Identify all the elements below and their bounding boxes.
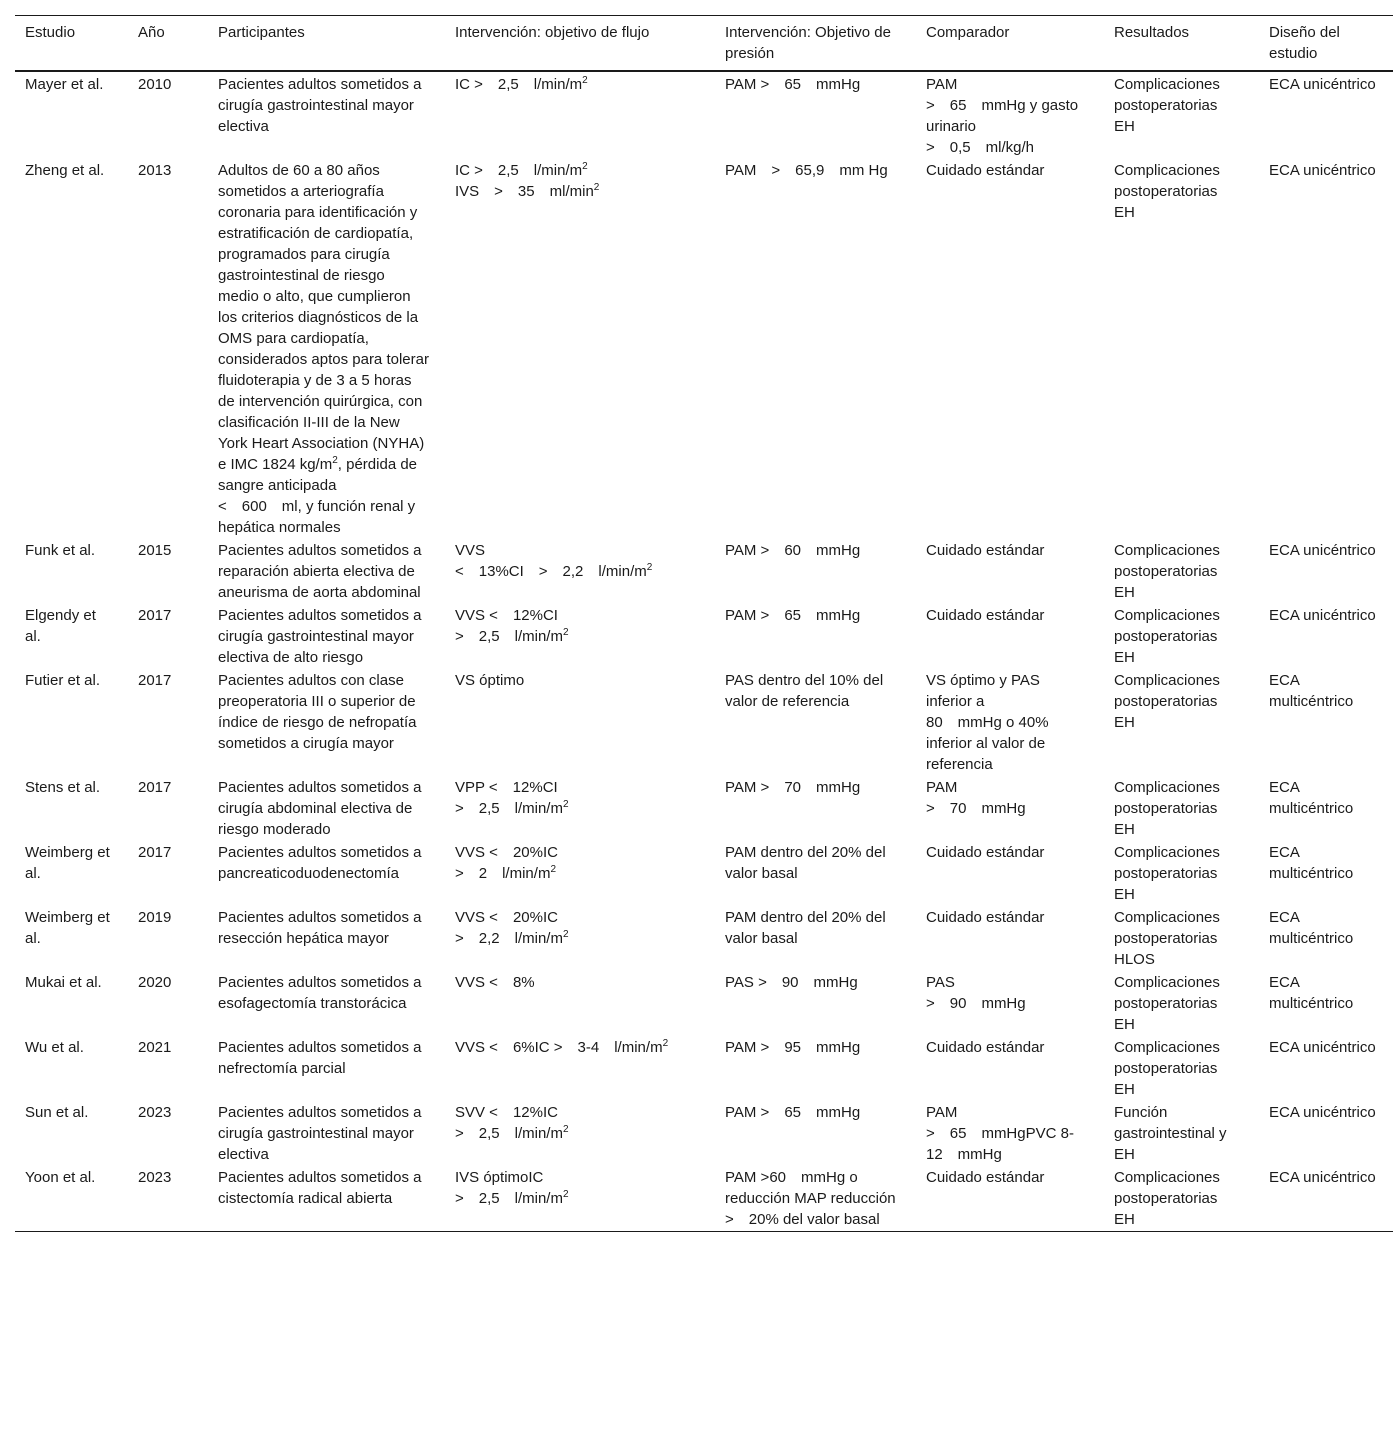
table-body bbox=[15, 71, 1393, 1232]
cell-objetivo-flujo: VVS < 8% bbox=[455, 974, 535, 991]
table-row bbox=[15, 776, 1393, 841]
header-row bbox=[15, 16, 1393, 72]
header-comparador: Comparador bbox=[926, 24, 1010, 41]
cell-estudio: Sun et al. bbox=[25, 1104, 89, 1121]
cell-estudio: Weimberg et al. bbox=[25, 844, 110, 882]
cell-objetivo-flujo: SVV < 12%IC > 2,5 $l/\min/m^2$ bbox=[455, 1104, 569, 1142]
cell-comparador: Cuidado estándar bbox=[926, 1169, 1045, 1186]
cell-comparador: Cuidado estándar bbox=[926, 607, 1045, 624]
cell-anio: 2017 bbox=[138, 672, 172, 689]
cell-objetivo-flujo: VVS < 13%CI > 2,2 $l/\min/m^2$ bbox=[455, 542, 653, 580]
table-row bbox=[15, 841, 1393, 906]
cell-estudio: Wu et al. bbox=[25, 1039, 84, 1056]
cell-comparador: PAS > 90 mmHg bbox=[926, 974, 1026, 1012]
header-anio: Año bbox=[138, 24, 165, 41]
header-estudio: Estudio bbox=[25, 24, 76, 41]
cell-estudio: Mayer et al. bbox=[25, 76, 104, 93]
cell-diseno: ECA multicéntrico bbox=[1269, 672, 1354, 710]
cell-comparador: Cuidado estándar bbox=[926, 1039, 1045, 1056]
cell-objetivo-flujo: IVS óptimoIC > 2,5 $l/\min/m^2$ bbox=[455, 1169, 569, 1207]
cell-objetivo-presion: PAS > 90 mmHg bbox=[725, 974, 858, 991]
cell-diseno: ECA unicéntrico bbox=[1269, 607, 1376, 624]
cell-objetivo-presion: PAS dentro del 10% del valor de referencia bbox=[725, 672, 884, 710]
cell-estudio: Yoon et al. bbox=[25, 1169, 96, 1186]
cell-diseno: ECA unicéntrico bbox=[1269, 1039, 1376, 1056]
cell-comparador: Cuidado estándar bbox=[926, 542, 1045, 559]
cell-diseno: ECA unicéntrico bbox=[1269, 1169, 1376, 1186]
cell-objetivo-flujo: VPP < 12%CI > 2,5 $l/\min/m^2$ bbox=[455, 779, 569, 817]
cell-resultados: Complicaciones postoperatorias EH bbox=[1114, 76, 1220, 135]
cell-resultados: Complicaciones postoperatorias EH bbox=[1114, 779, 1220, 838]
cell-anio: 2021 bbox=[138, 1039, 172, 1056]
cell-diseno: ECA unicéntrico bbox=[1269, 76, 1376, 93]
cell-participantes: Adultos de 60 a 80 años sometidos a arteriografía coronaria para identificación y estratificación de cardiopatía, programados para cirugía gastrointestinal de riesgo medio o alto, que cumplieron los criterios diagnósticos de la OMS para cardiopatía, considerados aptos para tolerar fluidoterapia y de 3 a 5 horas de intervención quirúrgica, con clasificación II-III de la New York Heart Association (NYHA) e IMC 1824 $kg/m^2$, pérdida de sangre anticipada < 600 ml, y función renal y hepática normales bbox=[218, 162, 429, 536]
cell-objetivo-flujo: VVS < 20%IC > 2,2 $l/\min/m^2$ bbox=[455, 909, 569, 947]
cell-estudio: Elgendy et al. bbox=[25, 607, 96, 645]
cell-resultados: Complicaciones postoperatorias EH bbox=[1114, 1039, 1220, 1098]
cell-objetivo-presion: PAM > 60 mmHg bbox=[725, 542, 861, 559]
cell-objetivo-flujo: VVS < 20%IC > 2 $l/\min/m^2$ bbox=[455, 844, 558, 882]
cell-participantes: Pacientes adultos sometidos a cistectomía radical abierta bbox=[218, 1169, 422, 1207]
cell-resultados: Complicaciones postoperatorias EH bbox=[1114, 162, 1220, 221]
table-row bbox=[15, 1166, 1393, 1232]
cell-objetivo-flujo: VVS < 6%IC > 3-4 $l/\min/m^2$ bbox=[455, 1038, 669, 1056]
cell-diseno: ECA unicéntrico bbox=[1269, 162, 1376, 179]
cell-objetivo-presion: PAM >60 mmHg o reducción MAP reducción > 20% del valor basal bbox=[725, 1169, 896, 1228]
cell-resultados: Complicaciones postoperatorias EH bbox=[1114, 672, 1220, 731]
table-row bbox=[15, 906, 1393, 971]
table-row bbox=[15, 669, 1393, 776]
cell-objetivo-presion: PAM dentro del 20% del valor basal bbox=[725, 844, 886, 882]
cell-comparador: PAM > 65 mmHgPVC 8-12 mmHg bbox=[926, 1104, 1074, 1163]
cell-participantes: Pacientes adultos sometidos a reparación abierta electiva de aneurisma de aorta abdominal bbox=[218, 542, 422, 601]
cell-participantes: Pacientes adultos sometidos a cirugía abdominal electiva de riesgo moderado bbox=[218, 779, 422, 838]
cell-objetivo-presion: PAM > 65 mmHg bbox=[725, 607, 861, 624]
cell-objetivo-presion: PAM dentro del 20% del valor basal bbox=[725, 909, 886, 947]
cell-objetivo-flujo: IC > 2,5 $l/\min/m^2$ IVS > 35 $ml/\min^2$ bbox=[455, 161, 600, 200]
cell-anio: 2023 bbox=[138, 1169, 172, 1186]
cell-estudio: Funk et al. bbox=[25, 542, 96, 559]
table-row bbox=[15, 71, 1393, 159]
header-diseno: Diseño del estudio bbox=[1269, 24, 1340, 62]
cell-participantes: Pacientes adultos sometidos a cirugía gastrointestinal mayor electiva bbox=[218, 76, 422, 135]
cell-comparador: VS óptimo y PAS inferior a 80 mmHg o 40% inferior al valor de referencia bbox=[926, 672, 1049, 773]
header-participantes: Participantes bbox=[218, 24, 305, 41]
cell-estudio: Stens et al. bbox=[25, 779, 101, 796]
cell-diseno: ECA multicéntrico bbox=[1269, 844, 1354, 882]
cell-anio: 2010 bbox=[138, 76, 172, 93]
cell-objetivo-flujo: VS óptimo bbox=[455, 672, 525, 689]
cell-diseno: ECA multicéntrico bbox=[1269, 974, 1354, 1012]
cell-resultados: Complicaciones postoperatorias EH bbox=[1114, 542, 1220, 601]
cell-anio: 2020 bbox=[138, 974, 172, 991]
cell-comparador: Cuidado estándar bbox=[926, 844, 1045, 861]
cell-participantes: Pacientes adultos sometidos a nefrectomía parcial bbox=[218, 1039, 422, 1077]
cell-anio: 2017 bbox=[138, 779, 172, 796]
table-row bbox=[15, 159, 1393, 539]
header-objetivo-flujo: Intervención: objetivo de flujo bbox=[455, 24, 650, 41]
header-objetivo-presion: Intervención: Objetivo de presión bbox=[725, 24, 891, 62]
cell-comparador: PAM > 65 mmHg y gasto urinario > 0,5 ml/kg/h bbox=[926, 76, 1079, 156]
cell-anio: 2015 bbox=[138, 542, 172, 559]
header-resultados: Resultados bbox=[1114, 24, 1190, 41]
cell-objetivo-presion: PAM > 65 mmHg bbox=[725, 1104, 861, 1121]
cell-participantes: Pacientes adultos con clase preoperatoria III o superior de índice de riesgo de nefropatía sometidos a cirugía mayor bbox=[218, 672, 417, 752]
cell-anio: 2017 bbox=[138, 844, 172, 861]
cell-resultados: Complicaciones postoperatorias EH bbox=[1114, 1169, 1220, 1228]
cell-estudio: Weimberg et al. bbox=[25, 909, 110, 947]
cell-resultados: Complicaciones postoperatorias HLOS bbox=[1114, 909, 1220, 968]
cell-objetivo-presion: PAM > 95 mmHg bbox=[725, 1039, 861, 1056]
cell-estudio: Mukai et al. bbox=[25, 974, 102, 991]
cell-resultados: Complicaciones postoperatorias EH bbox=[1114, 974, 1220, 1033]
cell-participantes: Pacientes adultos sometidos a resección hepática mayor bbox=[218, 909, 422, 947]
cell-diseno: ECA unicéntrico bbox=[1269, 542, 1376, 559]
cell-objetivo-presion: PAM > 65,9 mm Hg bbox=[725, 162, 888, 179]
cell-anio: 2013 bbox=[138, 162, 172, 179]
cell-estudio: Zheng et al. bbox=[25, 162, 105, 179]
cell-estudio: Futier et al. bbox=[25, 672, 101, 689]
cell-objetivo-presion: PAM > 70 mmHg bbox=[725, 779, 861, 796]
table-row bbox=[15, 1036, 1393, 1101]
cell-diseno: ECA unicéntrico bbox=[1269, 1104, 1376, 1121]
cell-anio: 2023 bbox=[138, 1104, 172, 1121]
cell-resultados: Complicaciones postoperatorias EH bbox=[1114, 607, 1220, 666]
cell-resultados: Complicaciones postoperatorias EH bbox=[1114, 844, 1220, 903]
cell-objetivo-flujo: VVS < 12%CI > 2,5 $l/\min/m^2$ bbox=[455, 607, 569, 645]
cell-comparador: PAM > 70 mmHg bbox=[926, 779, 1026, 817]
cell-comparador: Cuidado estándar bbox=[926, 909, 1045, 926]
table-row bbox=[15, 1101, 1393, 1166]
cell-participantes: Pacientes adultos sometidos a cirugía gastrointestinal mayor electiva de alto riesgo bbox=[218, 607, 422, 666]
cell-resultados: Función gastrointestinal y EH bbox=[1114, 1104, 1227, 1163]
table-row bbox=[15, 604, 1393, 669]
cell-diseno: ECA multicéntrico bbox=[1269, 779, 1354, 817]
cell-diseno: ECA multicéntrico bbox=[1269, 909, 1354, 947]
table-row bbox=[15, 971, 1393, 1036]
cell-participantes: Pacientes adultos sometidos a cirugía gastrointestinal mayor electiva bbox=[218, 1104, 422, 1163]
cell-anio: 2017 bbox=[138, 607, 172, 624]
cell-objetivo-presion: PAM > 65 mmHg bbox=[725, 76, 861, 93]
table-header bbox=[15, 16, 1393, 72]
table-row bbox=[15, 539, 1393, 604]
cell-anio: 2019 bbox=[138, 909, 172, 926]
cell-participantes: Pacientes adultos sometidos a pancreaticoduodenectomía bbox=[218, 844, 422, 882]
cell-comparador: Cuidado estándar bbox=[926, 162, 1045, 179]
studies-table bbox=[15, 15, 1393, 1232]
cell-objetivo-flujo: IC > 2,5 $l/\min/m^2$ bbox=[455, 75, 588, 93]
cell-participantes: Pacientes adultos sometidos a esofagectomía transtorácica bbox=[218, 974, 422, 1012]
